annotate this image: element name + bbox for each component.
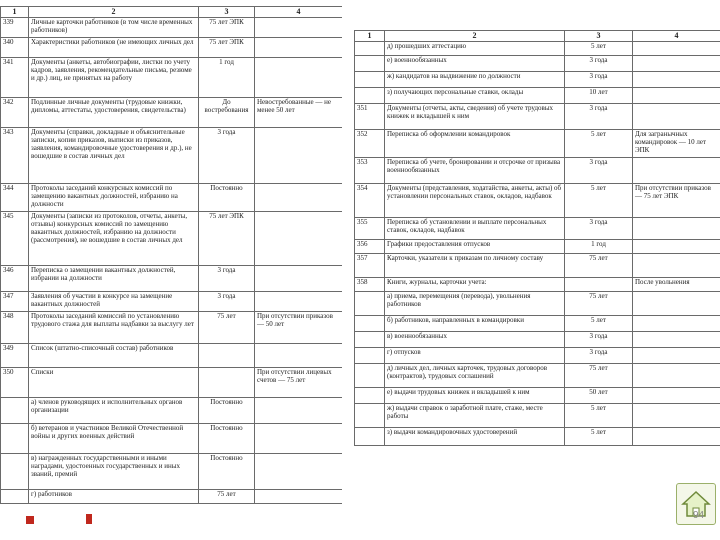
row-note [633,240,720,254]
row-document: е) военнообязанных [385,56,565,72]
table-row [1,312,343,344]
row-document: б) ветеранов и участников Великой Отечественной войны и других военных действий [29,424,199,454]
row-retention: 1 год [199,58,255,98]
row-note [633,404,720,428]
row-number [355,72,385,88]
table-row [1,18,343,38]
row-document: а) членов руководящих и исполнительных органов организации [29,398,199,424]
row-number [355,316,385,332]
row-note [255,184,343,212]
header-col-4: 4 [255,7,343,18]
row-number [355,292,385,316]
row-number [1,490,29,504]
row-retention: 3 года [565,72,633,88]
row-number [355,332,385,348]
table-row [355,56,720,72]
table-row [355,184,720,218]
row-document: Протоколы заседаний комиссий по установлению трудового стажа для выплаты надбавки за выслугу лет [29,312,199,344]
row-note: После увольнения [633,278,720,292]
row-retention: 10 лет [565,88,633,104]
row-note [255,424,343,454]
row-note [633,158,720,184]
table-row [355,404,720,428]
row-document: Личные карточки работников (в том числе временных работников) [29,18,199,38]
table-row [355,218,720,240]
row-note [633,254,720,278]
row-document: а) приема, перемещения (перевода), увольнения работников [385,292,565,316]
table-row [355,348,720,364]
table-row [1,266,343,292]
row-note [633,292,720,316]
table-row [1,212,343,266]
row-number [355,348,385,364]
row-number [355,388,385,404]
retention-table-left [0,6,342,504]
row-note [633,332,720,348]
row-document: Списки [29,368,199,398]
row-document: в) военнообязанных [385,332,565,348]
row-number: 344 [1,184,29,212]
row-retention: 75 лет ЭПК [199,38,255,58]
row-note [633,218,720,240]
retention-table-right [354,30,720,446]
row-note [255,454,343,490]
document-page-right [354,30,720,478]
row-number: 357 [355,254,385,278]
row-note [255,18,343,38]
row-retention: 75 лет [199,490,255,504]
row-number: 353 [355,158,385,184]
header-col-3: 3 [199,7,255,18]
row-number: 358 [355,278,385,292]
row-number: 343 [1,128,29,184]
row-retention: 75 лет [565,292,633,316]
row-retention: 5 лет [565,184,633,218]
row-number: 339 [1,18,29,38]
row-note [633,388,720,404]
row-retention: Постоянно [199,424,255,454]
row-document: з) выдачи командировочных удостоверений [385,428,565,446]
row-retention: 75 лет [199,312,255,344]
red-marker [86,514,92,524]
row-retention: Постоянно [199,454,255,490]
row-note: Для загранычных командировок — 10 лет ЭПК [633,130,720,158]
row-document: Книги, журналы, карточки учета: [385,278,565,292]
row-retention [199,368,255,398]
row-retention: 3 года [565,348,633,364]
row-retention: 3 года [565,158,633,184]
row-note [255,58,343,98]
header-col-3: 3 [565,31,633,42]
row-document: г) работников [29,490,199,504]
row-document: Графики предоставления отпусков [385,240,565,254]
row-document: Документы (отчеты, акты, сведения) об учете трудовых книжек и вкладышей к ним [385,104,565,130]
row-retention: 75 лет [565,364,633,388]
table-row [355,88,720,104]
row-document: Протоколы заседаний конкурсных комиссий по замещению вакантных должностей, избранию на должности [29,184,199,212]
row-note [633,88,720,104]
row-number: 340 [1,38,29,58]
table-row [1,128,343,184]
row-number: 349 [1,344,29,368]
table-row [1,98,343,128]
row-document: ж) кандидатов на выдвижение по должности [385,72,565,88]
row-number: 356 [355,240,385,254]
red-marker [26,516,34,524]
row-document: Документы (анкеты, автобиографии, листки по учету кадров, заявления, рекомендательные письма, резюме и др.) лиц, не принятых на работу [29,58,199,98]
row-retention: До востребования [199,98,255,128]
table-header [1,7,343,18]
table-row [355,42,720,56]
table-row [355,316,720,332]
row-retention [565,278,633,292]
row-document: е) выдачи трудовых книжек и вкладышей к ним [385,388,565,404]
table-row [355,240,720,254]
header-col-1: 1 [355,31,385,42]
row-number [355,42,385,56]
row-retention: 3 года [565,56,633,72]
row-number: 351 [355,104,385,130]
row-note [255,128,343,184]
table-row [355,278,720,292]
row-retention: 3 года [199,292,255,312]
row-document: б) работников, направленных в командировки [385,316,565,332]
row-retention: 75 лет ЭПК [199,212,255,266]
row-number [1,454,29,490]
row-document: Переписка об оформлении командировок [385,130,565,158]
row-retention: 5 лет [565,404,633,428]
row-retention: 1 год [565,240,633,254]
row-note: Невостребованные — не менее 50 лет [255,98,343,128]
row-note [255,212,343,266]
row-number [355,56,385,72]
row-number: 347 [1,292,29,312]
row-number [355,428,385,446]
row-retention: 3 года [199,266,255,292]
row-document: Список (штатно-списочный состав) работников [29,344,199,368]
row-retention: Постоянно [199,184,255,212]
table-row [355,388,720,404]
row-note [633,364,720,388]
row-retention [199,344,255,368]
table-row [1,454,343,490]
table-row [355,72,720,88]
table-row [355,364,720,388]
row-number [355,88,385,104]
table-header [355,31,720,42]
row-document: Подлинные личные документы (трудовые книжки, дипломы, аттестаты, удостоверения, свидетельства) [29,98,199,128]
left-table-body [1,18,343,504]
row-note [633,42,720,56]
row-document: з) получающих персональные ставки, оклады [385,88,565,104]
row-note [255,266,343,292]
table-row [355,158,720,184]
header-col-2: 2 [29,7,199,18]
table-row [1,184,343,212]
table-row [1,398,343,424]
table-row [1,292,343,312]
row-note: При отсутствии лицевых счетов — 75 лет [255,368,343,398]
table-row [355,428,720,446]
row-note [255,490,343,504]
table-row [355,254,720,278]
table-row [1,424,343,454]
document-page-left [0,6,342,528]
row-number: 345 [1,212,29,266]
row-document: ж) выдачи справок о заработной плате, стаже, месте работы [385,404,565,428]
row-note [255,292,343,312]
row-note [633,56,720,72]
row-number: 350 [1,368,29,398]
row-retention: 75 лет [565,254,633,278]
table-row [355,130,720,158]
row-note [255,38,343,58]
row-document: Документы (справки, докладные и объяснительные записки, копии приказов, выписки из приказов, заявления, командировочные удостоверения и др.), не вошедшие в состав личных дел [29,128,199,184]
table-row [355,104,720,130]
table-row [355,292,720,316]
row-number [1,424,29,454]
row-document: Заявления об участии в конкурсе на замещение вакантных должностей [29,292,199,312]
table-row [1,344,343,368]
row-document: Характеристики работников (не имеющих личных дел [29,38,199,58]
table-row [1,38,343,58]
row-retention: 5 лет [565,428,633,446]
row-document: Переписка о замещении вакантных должностей, избрании на должности [29,266,199,292]
row-note [633,348,720,364]
row-retention: 3 года [199,128,255,184]
right-table-body [355,42,720,446]
row-retention: 50 лет [565,388,633,404]
row-number: 341 [1,58,29,98]
row-note [633,316,720,332]
row-retention: 5 лет [565,316,633,332]
row-note [255,344,343,368]
row-note [633,428,720,446]
slide-number: 94 [693,510,705,521]
row-number: 352 [355,130,385,158]
row-note: При отсутствии приказов — 50 лет [255,312,343,344]
row-document: д) личных дел, личных карточек, трудовых договоров (контрактов), трудовых соглашений [385,364,565,388]
row-number: 346 [1,266,29,292]
table-row [1,490,343,504]
row-note [255,398,343,424]
row-number: 354 [355,184,385,218]
header-col-1: 1 [1,7,29,18]
row-retention: 5 лет [565,130,633,158]
row-number: 342 [1,98,29,128]
row-number [355,404,385,428]
row-note [633,104,720,130]
row-document: д) прошедших аттестацию [385,42,565,56]
row-retention: 3 года [565,104,633,130]
table-row [1,58,343,98]
row-document: Переписка об установлении и выплате персональных ставок, окладов, надбавок [385,218,565,240]
row-retention: 3 года [565,332,633,348]
row-retention: Постоянно [199,398,255,424]
row-number: 355 [355,218,385,240]
row-note: При отсутствии приказов — 75 лет ЭПК [633,184,720,218]
row-number [355,364,385,388]
row-document: Переписка об учете, бронировании и отсрочке от призыва военнообязанных [385,158,565,184]
row-document: Документы (представления, ходатайства, анкеты, акты) об установлении персональных ставок, окладов, надбавок [385,184,565,218]
row-note [633,72,720,88]
row-retention: 5 лет [565,42,633,56]
row-number [1,398,29,424]
header-col-2: 2 [385,31,565,42]
row-document: г) отпусков [385,348,565,364]
row-document: Карточки, указатели к приказам по личному составу [385,254,565,278]
table-row [355,332,720,348]
row-document: в) награжденных государственными и иными наградами, удостоенных государственных и иных званий, премий [29,454,199,490]
row-retention: 75 лет ЭПК [199,18,255,38]
row-document: Документы (записки из протоколов, отчеты, анкеты, отзывы) конкурсных комиссий по замещению вакантных должностей, избранию на должности (рассмотрения), не вошедшие в состав личных дел [29,212,199,266]
table-row [1,368,343,398]
row-retention: 3 года [565,218,633,240]
header-col-4: 4 [633,31,720,42]
row-number: 348 [1,312,29,344]
